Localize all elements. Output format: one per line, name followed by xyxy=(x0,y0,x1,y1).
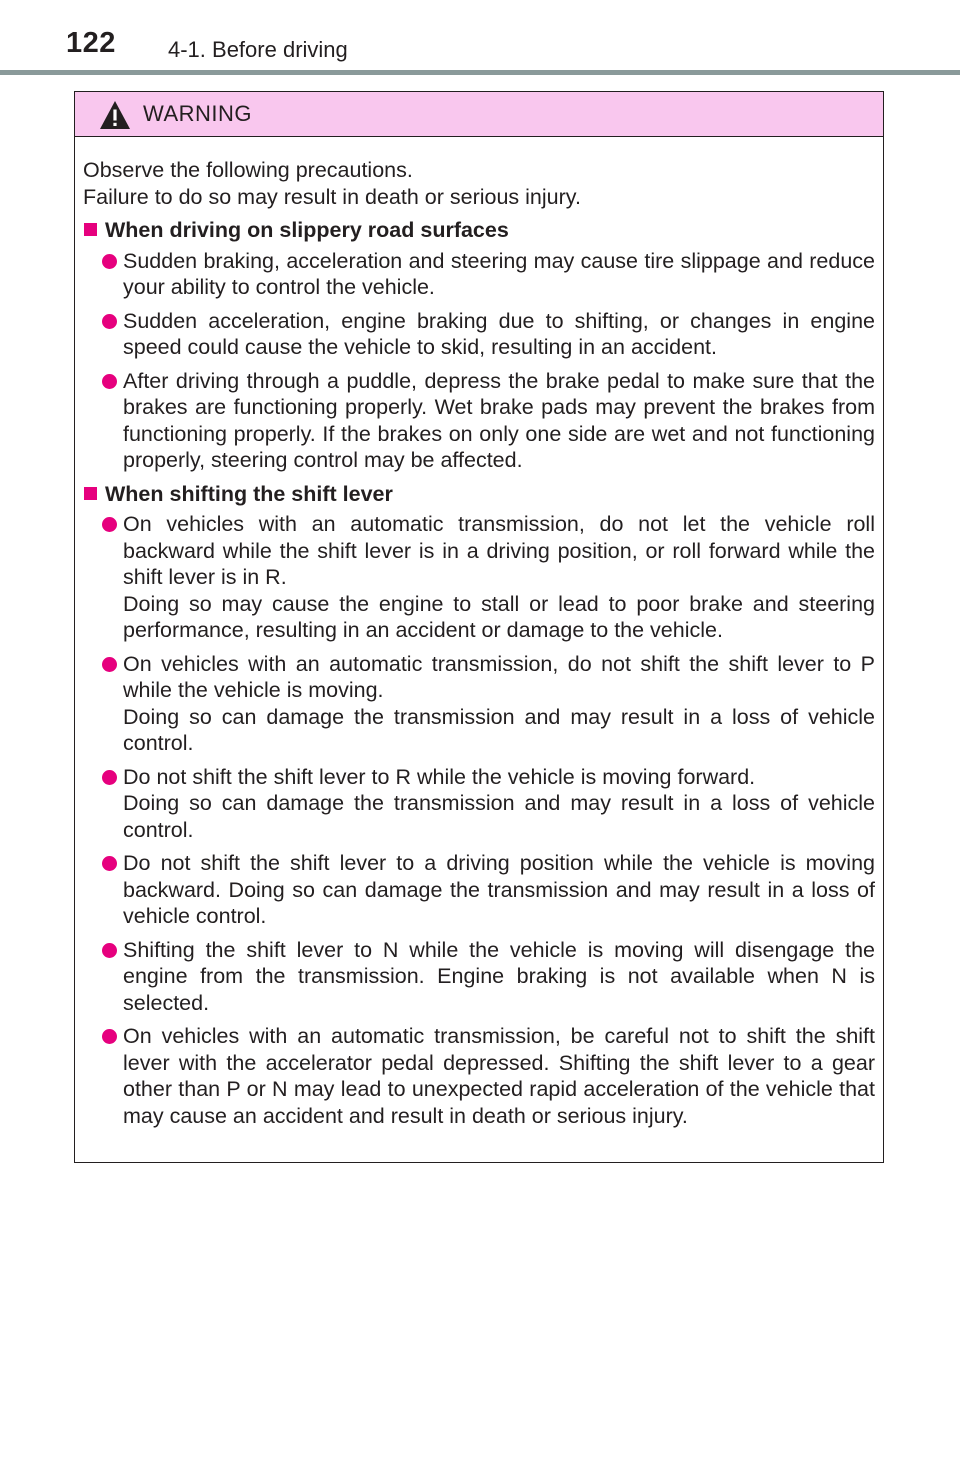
bullet-item xyxy=(83,1023,875,1129)
bullet-item xyxy=(83,937,875,1017)
intro-line: Failure to do so may result in death or serious injury. xyxy=(83,184,581,209)
bullet-item xyxy=(83,248,875,301)
bullet-paragraph: After driving through a puddle, depress the brake pedal to make sure that the brakes are functioning properly. Wet brake pads may prevent the brakes from functioning properly. If the brakes on only one side are wet and not functioning properly, steering control may be affected. xyxy=(123,368,875,472)
warning-triangle-icon xyxy=(99,100,131,130)
warning-box xyxy=(74,91,884,1163)
round-bullet-icon xyxy=(102,254,117,269)
bullet-paragraph: On vehicles with an automatic transmission, be careful not to shift the shift lever with the accelerator pedal depressed. Shifting the shift lever to a gear other than P or N may lead to unexpected rapid acceleration of the vehicle that may cause an accident and result in death or serious injury. xyxy=(123,1024,875,1128)
bullet-item xyxy=(83,850,875,930)
square-bullet-icon xyxy=(84,223,97,236)
warning-header xyxy=(75,92,883,137)
round-bullet-icon xyxy=(102,856,117,871)
bullet-paragraph: Doing so may cause the engine to stall or lead to poor brake and steering performance, resulting in an accident or damage to the vehicle. xyxy=(123,591,875,642)
bullet-paragraph: On vehicles with an automatic transmission, do not let the vehicle roll backward while the shift lever is in a driving position, or roll forward while the shift lever is in R. xyxy=(123,512,875,589)
intro-line: Observe the following precautions. xyxy=(83,158,413,182)
bullet-paragraph: Sudden acceleration, engine braking due to shifting, or changes in engine speed could cause the vehicle to skid, resulting in an accident. xyxy=(123,308,875,359)
section-heading xyxy=(83,481,875,508)
bullet-paragraph: Shifting the shift lever to N while the vehicle is moving will disengage the engine from the transmission. Engine braking is not available when N is selected. xyxy=(123,937,875,1015)
round-bullet-icon xyxy=(102,657,117,672)
bullet-paragraph: Do not shift the shift lever to R while the vehicle is moving forward. xyxy=(123,764,756,789)
bullet-item xyxy=(83,511,875,644)
bullet-paragraph: Sudden braking, acceleration and steering may cause tire slippage and reduce your ability to control the vehicle. xyxy=(123,248,875,299)
bullet-item xyxy=(83,368,875,474)
section-heading xyxy=(83,217,875,244)
bullet-paragraph: On vehicles with an automatic transmission, do not shift the shift lever to P while the vehicle is moving. xyxy=(123,651,875,702)
round-bullet-icon xyxy=(102,943,117,958)
bullet-paragraph: Do not shift the shift lever to a driving position while the vehicle is moving backward. Doing so can damage the transmission and may result in a loss of vehicle control. xyxy=(123,851,875,928)
warning-body xyxy=(75,137,883,1129)
round-bullet-icon xyxy=(102,770,117,785)
header-rule xyxy=(0,70,960,75)
bullet-item xyxy=(83,764,875,844)
bullet-item xyxy=(83,308,875,361)
bullet-item xyxy=(83,651,875,757)
bullet-paragraph: Doing so can damage the transmission and may result in a loss of vehicle control. xyxy=(123,704,875,755)
section-title: 4-1. Before driving xyxy=(168,37,348,62)
page-header xyxy=(0,0,960,76)
section-heading-text: When shifting the shift lever xyxy=(105,481,393,506)
round-bullet-icon xyxy=(102,374,117,389)
section-heading-text: When driving on slippery road surfaces xyxy=(105,218,509,242)
round-bullet-icon xyxy=(102,314,117,329)
bullet-paragraph: Doing so can damage the transmission and may result in a loss of vehicle control. xyxy=(123,791,875,842)
square-bullet-icon xyxy=(84,487,97,500)
warning-label: WARNING xyxy=(143,101,253,126)
page-number: 122 xyxy=(66,27,116,59)
warning-sections xyxy=(83,217,875,1129)
warning-intro xyxy=(83,157,875,210)
round-bullet-icon xyxy=(102,1029,117,1044)
round-bullet-icon xyxy=(102,517,117,532)
